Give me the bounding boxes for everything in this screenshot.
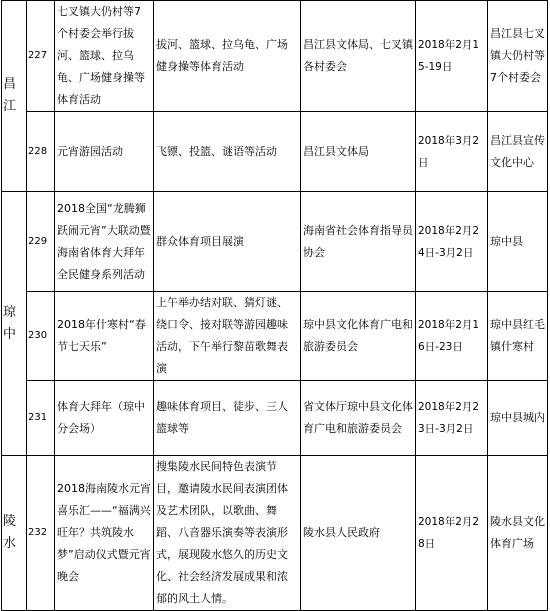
event-venue: 琼中县红毛镇什寒村 bbox=[488, 292, 548, 381]
table-row bbox=[2, 112, 548, 192]
table-row bbox=[2, 381, 548, 456]
event-organizer: 陵水县人民政府 bbox=[301, 456, 416, 611]
event-name: 元宵游园活动 bbox=[55, 112, 154, 192]
event-content: 趣味体育项目、徒步、三人篮球等 bbox=[154, 381, 301, 456]
event-content: 群众体育项目展演 bbox=[154, 192, 301, 292]
event-name: 2018海南陵水元宵喜乐汇——“福满兴旺年？共筑陵水梦”启动仪式暨元宵晚会 bbox=[55, 456, 154, 611]
event-date: 2018年2月23日-3月2日 bbox=[416, 381, 488, 456]
event-name: 七叉镇大仍村等7个村委会举行拔河、篮球、拉乌龟、广场健身操等体育活动 bbox=[55, 1, 154, 112]
event-organizer: 琼中县文化体育广电和旅游委员会 bbox=[301, 292, 416, 381]
event-content: 搜集陵水民间特色表演节目，邀请陵水民间表演团体及艺术团队，以歌曲、舞蹈、八音器乐演奏等表演形式，展现陵水悠久的历史文化、社会经济发展成果和浓郁的风土人情。 bbox=[154, 456, 301, 611]
event-organizer: 海南省社会体育指导员协会 bbox=[301, 192, 416, 292]
row-number: 228 bbox=[27, 112, 55, 192]
event-content: 上午举办结对联、猜灯谜、绕口令、接对联等游园趣味活动，下午举行黎苗歌舞表演 bbox=[154, 292, 301, 381]
row-number: 231 bbox=[27, 381, 55, 456]
table-row bbox=[2, 192, 548, 292]
row-number: 227 bbox=[27, 1, 55, 112]
event-venue: 琼中县城内 bbox=[488, 381, 548, 456]
event-name: 2018全国“龙腾狮跃闹元宵”大联动暨海南省体育大拜年全民健身系列活动 bbox=[55, 192, 154, 292]
event-organizer: 昌江县文体局、七叉镇各村委会 bbox=[301, 1, 416, 112]
event-content: 飞镖、投篮、谜语等活动 bbox=[154, 112, 301, 192]
event-date: 2018年3月2日 bbox=[416, 112, 488, 192]
event-organizer: 省文体厅琼中县文化体育广电和旅游委员会 bbox=[301, 381, 416, 456]
event-date: 2018年2月15-19日 bbox=[416, 1, 488, 112]
event-organizer: 昌江县文体局 bbox=[301, 112, 416, 192]
table-row bbox=[2, 456, 548, 611]
row-number: 230 bbox=[27, 292, 55, 381]
event-content: 拔河、篮球、拉乌龟、广场健身操等体育活动 bbox=[154, 1, 301, 112]
row-number: 229 bbox=[27, 192, 55, 292]
event-venue: 陵水县文化体育广场 bbox=[488, 456, 548, 611]
event-venue: 昌江县七叉镇大仍村等7个村委会 bbox=[488, 1, 548, 112]
event-name: 体育大拜年（琼中分会场） bbox=[55, 381, 154, 456]
region-cell: 陵水 bbox=[2, 456, 27, 611]
event-venue: 琼中县 bbox=[488, 192, 548, 292]
events-table bbox=[1, 0, 548, 611]
table-row bbox=[2, 292, 548, 381]
row-number: 232 bbox=[27, 456, 55, 611]
region-cell: 琼中 bbox=[2, 192, 27, 456]
event-venue: 昌江县宣传文化中心 bbox=[488, 112, 548, 192]
event-date: 2018年2月28日 bbox=[416, 456, 488, 611]
event-name: 2018年什寒村“春节七天乐” bbox=[55, 292, 154, 381]
event-date: 2018年2月16日-23日 bbox=[416, 292, 488, 381]
region-cell: 昌江 bbox=[2, 1, 27, 192]
event-date: 2018年2月24日-3月2日 bbox=[416, 192, 488, 292]
table-row bbox=[2, 1, 548, 112]
